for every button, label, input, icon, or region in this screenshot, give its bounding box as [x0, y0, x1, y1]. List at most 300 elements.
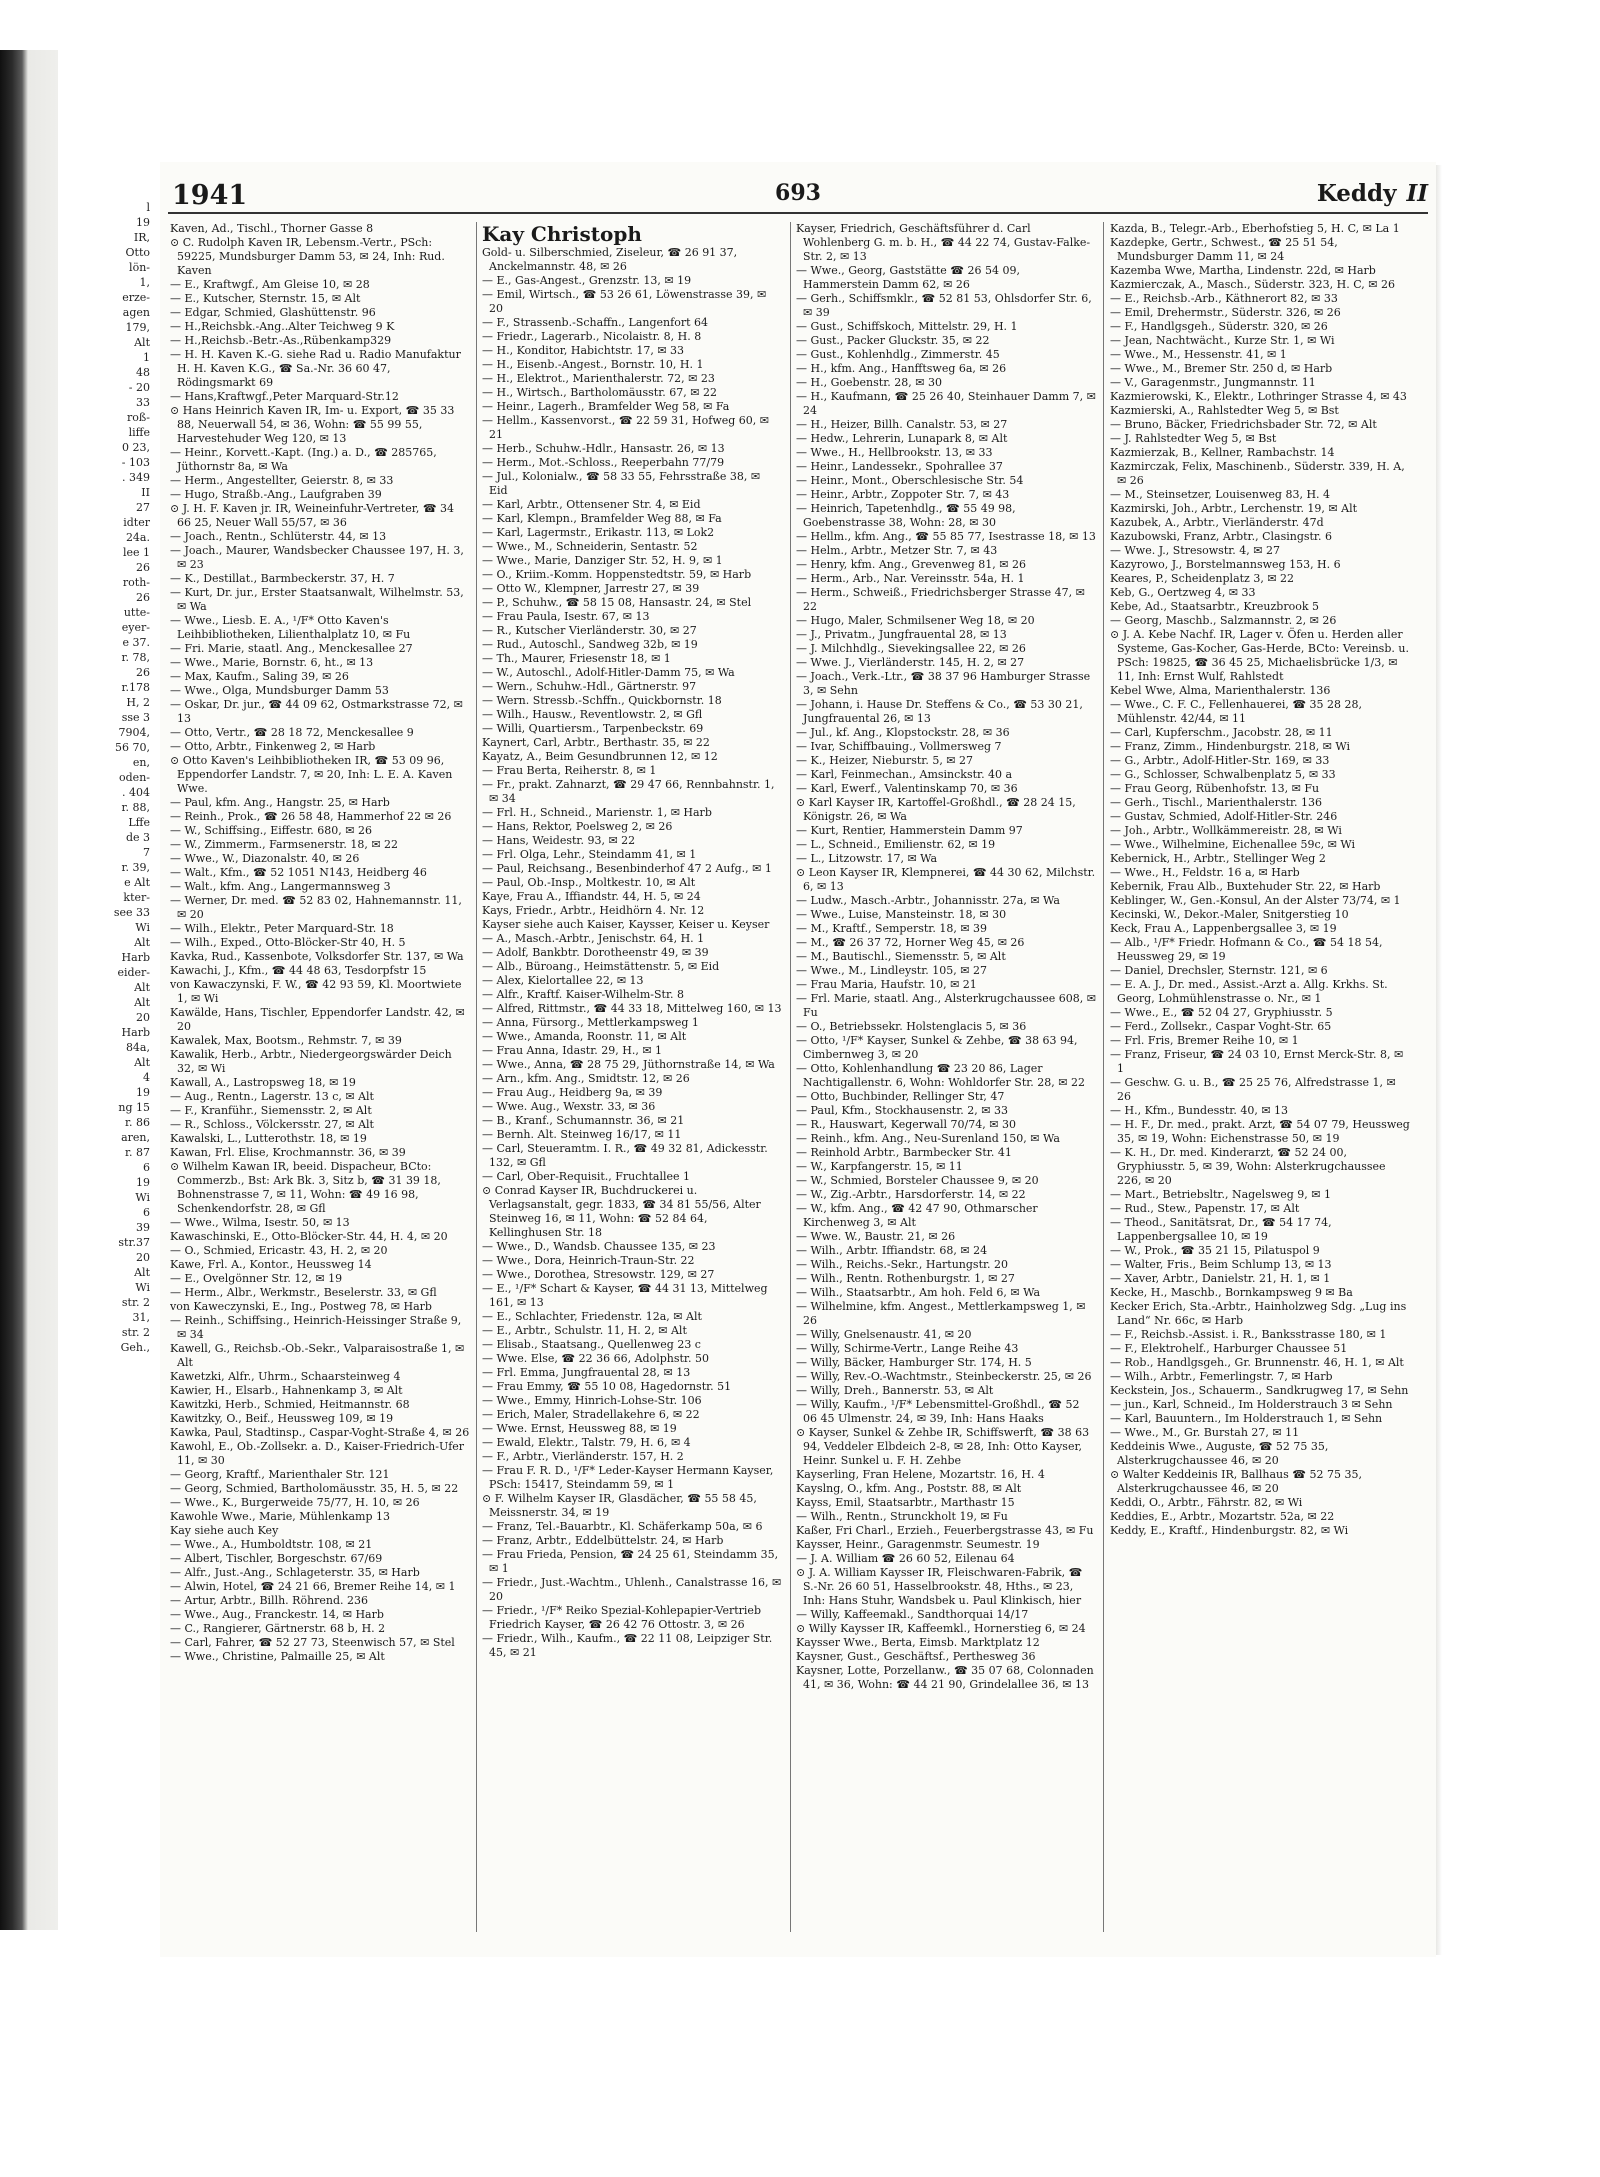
column-2: [482, 222, 782, 1942]
directory-entry: — E., Reichsb.-Arb., Käthnerort 82, ✉ 33: [1110, 292, 1338, 305]
directory-entry: — F., Strassenb.-Schaffn., Langenfort 64: [482, 316, 708, 329]
directory-entry: — L., Litzowstr. 17, ✉ Wa: [796, 852, 938, 865]
margin-fragment: 31,: [132, 1311, 150, 1324]
margin-fragment: aren,: [121, 1131, 150, 1144]
directory-entry: — J. A. William ☎ 26 60 52, Eilenau 64: [796, 1552, 1015, 1565]
directory-entry: von Kawaczynski, F. W., ☎ 42 93 59, Kl. Moortwiete 1, ✉ Wi: [170, 978, 462, 1005]
directory-entry: — Frau Aug., Heidberg 9a, ✉ 39: [482, 1086, 663, 1099]
directory-entry: — Jul., kf. Ang., Klopstockstr. 28, ✉ 36: [796, 726, 1010, 739]
directory-entry: Keddi, O., Arbtr., Fährstr. 82, ✉ Wi: [1110, 1496, 1303, 1509]
directory-entry: — E., Schlachter, Friedenstr. 12a, ✉ Alt: [482, 1310, 702, 1323]
directory-entry: — Wwe., M., Gr. Burstah 27, ✉ 11: [1110, 1426, 1300, 1439]
directory-entry: — K., Destillat., Barmbeckerstr. 37, H. 7: [170, 572, 395, 585]
directory-entry: ⊙ Karl Kayser IR, Kartoffel-Großhdl., ☎ 28 24 15, Königstr. 26, ✉ Wa: [796, 796, 1076, 823]
column-4: [1110, 222, 1410, 1942]
margin-fragment: kter-: [123, 891, 150, 904]
directory-entry: — Emil, Wirtsch., ☎ 53 26 61, Löwenstrasse 39, ✉ 20: [482, 288, 767, 315]
header-volume: II: [1406, 180, 1428, 207]
directory-entry: — H., Elektrot., Marienthalerstr. 72, ✉ 23: [482, 372, 715, 385]
directory-entry: — Wwe., Dora, Heinrich-Traun-Str. 22: [482, 1254, 695, 1267]
directory-entry: — G., Arbtr., Adolf-Hitler-Str. 169, ✉ 33: [1110, 754, 1330, 767]
margin-fragment: str.37: [118, 1236, 150, 1249]
directory-entry: — Wwe. Aug., Wexstr. 33, ✉ 36: [482, 1100, 656, 1113]
directory-entry: — Wilh., Exped., Otto-Blöcker-Str 40, H. 5: [170, 936, 406, 949]
directory-entry: ⊙ F. Wilhelm Kayser IR, Glasdächer, ☎ 55 58 45, Meissnerstr. 34, ✉ 19: [482, 1492, 757, 1519]
directory-entry: ⊙ Conrad Kayser IR, Buchdruckerei u. Verlagsanstalt, gegr. 1833, ☎ 34 81 55/56, Alter Steinweg 16, ✉ 11, Wohn: ☎ 52 84 64, Kellinghusen Str. 18: [482, 1184, 761, 1239]
directory-entry: — Rud., Stew., Papenstr. 17, ✉ Alt: [1110, 1202, 1300, 1215]
directory-entry: Kaysser, Heinr., Garagenmstr. Seumestr. 19: [796, 1538, 1040, 1551]
margin-fragment: agen: [122, 306, 150, 319]
page-header: [160, 180, 1436, 220]
directory-entry: — Georg, Schmied, Bartholomäusstr. 35, H. 5, ✉ 22: [170, 1482, 459, 1495]
directory-entry: — Wilh., Rentn., Strunckholt 19, ✉ Fu: [796, 1510, 1008, 1523]
directory-entry: — E., Kutscher, Sternstr. 15, ✉ Alt: [170, 292, 361, 305]
directory-entry: — Herb., Schuhw.-Hdlr., Hansastr. 26, ✉ 13: [482, 442, 725, 455]
directory-entry: — Fri. Marie, staatl. Ang., Menckesallee 27: [170, 642, 413, 655]
directory-entry: Keares, P., Scheidenplatz 3, ✉ 22: [1110, 572, 1295, 585]
directory-entry: Kebel Wwe, Alma, Marienthalerstr. 136: [1110, 684, 1331, 697]
directory-entry: — Wwe. J., Stresowstr. 4, ✉ 27: [1110, 544, 1280, 557]
directory-entry: — Henry, kfm. Ang., Grevenweg 81, ✉ 26: [796, 558, 1026, 571]
margin-fragment: Otto: [125, 246, 150, 259]
directory-entry: Keddies, E., Arbtr., Mozartstr. 52a, ✉ 22: [1110, 1510, 1335, 1523]
directory-entry: — Gerh., Schiffsmklr., ☎ 52 81 53, Ohlsdorfer Str. 6, ✉ 39: [796, 292, 1092, 319]
directory-entry: — Helm., Arbtr., Metzer Str. 7, ✉ 43: [796, 544, 998, 557]
directory-entry: — H.,Reichsb.-Betr.-As.,Rübenkamp329: [170, 334, 392, 347]
margin-fragment: l: [146, 201, 150, 214]
margin-fragment: Alt: [134, 1266, 150, 1279]
directory-entry: — H. F., Dr. med., prakt. Arzt, ☎ 54 07 79, Heussweg 35, ✉ 19, Wohn: Eichenstrasse 50, ✉ 19: [1110, 1118, 1410, 1145]
directory-entry: — Hugo, Maler, Schmilsener Weg 18, ✉ 20: [796, 614, 1035, 627]
directory-entry: — Wwe. Ernst, Heussweg 88, ✉ 19: [482, 1422, 677, 1435]
directory-entry: — O., Schmied, Ericastr. 43, H. 2, ✉ 20: [170, 1244, 388, 1257]
margin-fragment: IR,: [133, 231, 150, 244]
directory-entry: — Wwe., M., Hessenstr. 41, ✉ 1: [1110, 348, 1287, 361]
directory-entry: — Franz, Friseur, ☎ 24 03 10, Ernst Merck-Str. 8, ✉ 1: [1110, 1048, 1404, 1075]
directory-entry: — Wwe., Amanda, Roonstr. 11, ✉ Alt: [482, 1030, 687, 1043]
directory-entry: — Karl, Bauuntern., Im Holderstrauch 1, ✉ Sehn: [1110, 1412, 1383, 1425]
directory-entry: — Herm., Angestellter, Geierstr. 8, ✉ 33: [170, 474, 394, 487]
directory-entry: — V., Garagenmstr., Jungmannstr. 11: [1110, 376, 1316, 389]
directory-entry: — L., Schneid., Emilienstr. 62, ✉ 19: [796, 838, 996, 851]
directory-entry: — Wwe., Wilma, Isestr. 50, ✉ 13: [170, 1216, 350, 1229]
directory-entry: — Otto W., Klempner, Jarrestr 27, ✉ 39: [482, 582, 700, 595]
directory-entry: Kazubek, A., Arbtr., Vierländerstr. 47d: [1110, 516, 1324, 529]
margin-fragment: - 20: [128, 381, 150, 394]
directory-entry: — R., Kutscher Vierländerstr. 30, ✉ 27: [482, 624, 697, 637]
directory-entry: — Elisab., Staatsang., Quellenweg 23 c: [482, 1338, 701, 1351]
margin-fragment: eyer-: [121, 621, 150, 634]
directory-entry: — Georg, Kraftf., Marienthaler Str. 121: [170, 1468, 390, 1481]
directory-entry: — H., Kaufmann, ☎ 25 26 40, Steinhauer Damm 7, ✉ 24: [796, 390, 1096, 417]
directory-entry: — Gustav, Schmied, Adolf-Hitler-Str. 246: [1110, 810, 1338, 823]
directory-entry: — Paul, Kfm., Stockhausenstr. 2, ✉ 33: [796, 1104, 1008, 1117]
margin-fragment: 7904,: [118, 726, 150, 739]
directory-entry: Kazmierski, A., Rahlstedter Weg 5, ✉ Bst: [1110, 404, 1339, 417]
directory-entry: — Ivar, Schiffbauing., Vollmersweg 7: [796, 740, 1002, 753]
directory-entry: ⊙ Otto Kaven's Leihbibliotheken IR, ☎ 53 09 96, Eppendorfer Landstr. 7, ✉ 20, Inh: L. E. A. Kaven Wwe.: [170, 754, 453, 795]
directory-entry: — Wwe., W., Diazonalstr. 40, ✉ 26: [170, 852, 360, 865]
directory-entry: — Joach., Verk.-Ltr., ☎ 38 37 96 Hamburger Strasse 3, ✉ Sehn: [796, 670, 1091, 697]
directory-entry: — Willy, Kaufm., ¹/F* Lebensmittel-Großhdl., ☎ 52 06 45 Ulmenstr. 24, ✉ 39, Inh: Hans Haaks: [796, 1398, 1080, 1425]
directory-entry: — Wilh., Hausw., Reventlowstr. 2, ✉ Gfl: [482, 708, 703, 721]
directory-entry: Kawe, Frl. A., Kontor., Heussweg 14: [170, 1258, 372, 1271]
directory-entry: — Willy, Dreh., Bannerstr. 53, ✉ Alt: [796, 1384, 994, 1397]
directory-entry: — Wwe., Marie, Danziger Str. 52, H. 9, ✉ 1: [482, 554, 723, 567]
directory-entry: Keckstein, Jos., Schauerm., Sandkrugweg 17, ✉ Sehn: [1110, 1384, 1409, 1397]
directory-entry: — Wilh., Staatsarbtr., Am hoh. Feld 6, ✉ Wa: [796, 1286, 1041, 1299]
directory-entry: Kecinski, W., Dekor.-Maler, Snitgerstieg 10: [1110, 908, 1349, 921]
header-rule: [168, 212, 1428, 214]
directory-entry: — Kurt, Dr. jur., Erster Staatsanwalt, Wilhelmstr. 53, ✉ Wa: [170, 586, 464, 613]
margin-fragment: r. 86: [124, 1116, 150, 1129]
directory-entry: — Willy, Rev.-O.-Wachtmstr., Steinbeckerstr. 25, ✉ 26: [796, 1370, 1092, 1383]
directory-entry: — Wwe., E., ☎ 52 04 27, Gryphiusstr. 5: [1110, 1006, 1333, 1019]
margin-fragment: ng 15: [118, 1101, 150, 1114]
margin-fragment: de 3: [125, 831, 150, 844]
directory-entry: — Reinh., Schiffsing., Heinrich-Heissinger Straße 9, ✉ 34: [170, 1314, 462, 1341]
directory-entry: — J., Privatm., Jungfrauental 28, ✉ 13: [796, 628, 1007, 641]
directory-entry: — Wwe., Emmy, Hinrich-Lohse-Str. 106: [482, 1394, 702, 1407]
margin-fragment: oden-: [119, 771, 150, 784]
directory-entry: — Otto, Arbtr., Finkenweg 2, ✉ Harb: [170, 740, 376, 753]
directory-entry: — Wwe., M., Lindleystr. 105, ✉ 27: [796, 964, 987, 977]
margin-fragment: see 33: [113, 906, 150, 919]
margin-fragment: 26: [136, 561, 150, 574]
directory-entry: — Wwe., Wilhelmine, Eichenallee 59c, ✉ Wi: [1110, 838, 1356, 851]
directory-entry: — K., Heizer, Nieburstr. 5, ✉ 27: [796, 754, 974, 767]
margin-fragment: r. 39,: [121, 861, 150, 874]
directory-entry: — Ludw., Masch.-Arbtr., Johannisstr. 27a, ✉ Wa: [796, 894, 1060, 907]
margin-fragment: H, 2: [126, 696, 150, 709]
directory-entry: Kebe, Ad., Staatsarbtr., Kreuzbrook 5: [1110, 600, 1319, 613]
margin-fragment: Harb: [121, 1026, 150, 1039]
margin-fragment: . 404: [122, 786, 150, 799]
directory-entry: Keck, Frau A., Lappenbergsallee 3, ✉ 19: [1110, 922, 1337, 935]
directory-entry: — M., Kraftf., Semperstr. 18, ✉ 39: [796, 922, 988, 935]
directory-entry: Kazmirski, Joh., Arbtr., Lerchenstr. 19, ✉ Alt: [1110, 502, 1358, 515]
directory-entry: ⊙ Leon Kayser IR, Klempnerei, ☎ 44 30 62, Milchstr. 6, ✉ 13: [796, 866, 1096, 893]
margin-fragment: eider-: [117, 966, 150, 979]
directory-entry: — W., Schiffsing., Eiffestr. 680, ✉ 26: [170, 824, 372, 837]
directory-entry: — Franz, Zimm., Hindenburgstr. 218, ✉ Wi: [1110, 740, 1351, 753]
margin-fragment: Geh.,: [120, 1341, 150, 1354]
directory-entry: Kawachi, J., Kfm., ☎ 44 48 63, Tesdorpfstr 15: [170, 964, 427, 977]
margin-fragment: r.178: [121, 681, 150, 694]
directory-entry: ⊙ Wilhelm Kawan IR, beeid. Dispacheur, BCto: Commerzb., Bst: Ark Bk. 3, Sitz b, ☎ 31 39 18, Bohnenstrasse 7, ✉ 11, Wohn: ☎ 49 16 98, Schenkendorfstr. 28, ✉ Gfl: [170, 1160, 441, 1215]
directory-entry: Kawitzky, O., Beif., Heussweg 109, ✉ 19: [170, 1412, 394, 1425]
directory-entry: — Hedw., Lehrerin, Lunapark 8, ✉ Alt: [796, 432, 1008, 445]
directory-entry: ⊙ J. A. Kebe Nachf. IR, Lager v. Öfen u. Herden aller Systeme, Gas-Kocher, Gas-Herde, BCto: Vereinsb. u. PSch: 19825, ☎ 36 45 25, Michaelisbrücke 1/3, ✉ 11, Inh: Ernst Wulf, Rahlstedt: [1110, 628, 1409, 683]
margin-fragment: Alt: [134, 1056, 150, 1069]
directory-entry: Kazmirczak, Felix, Maschinenb., Süderstr. 339, H. A, ✉ 26: [1110, 460, 1405, 487]
directory-entry: — Frau Georg, Rübenhofstr. 13, ✉ Fu: [1110, 782, 1320, 795]
directory-entry: — M., Bautischl., Siemensstr. 5, ✉ Alt: [796, 950, 1006, 963]
column-divider-2: [790, 222, 791, 1932]
directory-entry: — H. H. Kaven K.-G. siehe Rad u. Radio Manufaktur H. H. Kaven K.G., ☎ Sa.-Nr. 36 60 47, Rödingsmarkt 69: [170, 348, 461, 389]
directory-entry: — Willy, Gnelsenaustr. 41, ✉ 20: [796, 1328, 972, 1341]
margin-fragment: Wi: [135, 921, 150, 934]
directory-entry: — Willy, Kaffeemakl., Sandthorquai 14/17: [796, 1608, 1029, 1621]
margin-fragment: r. 78,: [121, 651, 150, 664]
directory-entry: — O., Kriim.-Komm. Hoppenstedtstr. 59, ✉ Harb: [482, 568, 752, 581]
directory-entry: — Rud., Autoschl., Sandweg 32b, ✉ 19: [482, 638, 698, 651]
directory-entry: — H., kfm. Ang., Hanfftsweg 6a, ✉ 26: [796, 362, 1007, 375]
directory-entry: Kebernik, Frau Alb., Buxtehuder Str. 22, ✉ Harb: [1110, 880, 1381, 893]
directory-entry: — K. H., Dr. med. Kinderarzt, ☎ 52 24 00, Gryphiusstr. 5, ✉ 39, Wohn: Alsterkrugchaussee 226, ✉ 20: [1110, 1146, 1386, 1187]
directory-entry: — W., Schmied, Borsteler Chaussee 9, ✉ 20: [796, 1174, 1039, 1187]
directory-entry: — E. A. J., Dr. med., Assist.-Arzt a. Allg. Krkhs. St. Georg, Lohmühlenstrasse o. Nr., ✉ 1: [1110, 978, 1388, 1005]
directory-entry: — Heinr., Landessekr., Spohrallee 37: [796, 460, 1003, 473]
directory-entry: — Ewald, Elektr., Talstr. 79, H. 6, ✉ 4: [482, 1436, 691, 1449]
directory-entry: — Wwe., Dorothea, Stresowstr. 129, ✉ 27: [482, 1268, 715, 1281]
directory-entry: Kayslng, O., kfm. Ang., Poststr. 88, ✉ Alt: [796, 1482, 1022, 1495]
margin-fragment: 19: [136, 1176, 150, 1189]
directory-entry: — A., Masch.-Arbtr., Jenischstr. 64, H. 1: [482, 932, 705, 945]
directory-entry: Kazmierzak, B., Kellner, Rambachstr. 14: [1110, 446, 1335, 459]
margin-fragment: 26: [136, 666, 150, 679]
margin-fragment: erze-: [122, 291, 150, 304]
directory-entry: — Wwe. J., Vierländerstr. 145, H. 2, ✉ 27: [796, 656, 1025, 669]
directory-entry: Kazmierowski, K., Elektr., Lothringer Strasse 4, ✉ 43: [1110, 390, 1407, 403]
directory-entry: Kawetzki, Alfr., Uhrm., Schaarsteinweg 4: [170, 1370, 401, 1383]
margin-fragment: II: [141, 486, 150, 499]
directory-entry: Kaven, Ad., Tischl., Thorner Gasse 8: [170, 222, 374, 235]
directory-entry: — Xaver, Arbtr., Danielstr. 21, H. 1, ✉ 1: [1110, 1272, 1331, 1285]
margin-fragment: str. 2: [121, 1296, 150, 1309]
directory-entry: Keb, G., Oertzweg 4, ✉ 33: [1110, 586, 1256, 599]
directory-entry: — Alfr., Kraftf. Kaiser-Wilhelm-Str. 8: [482, 988, 684, 1001]
directory-entry: — Willy, Bäcker, Hamburger Str. 174, H. 5: [796, 1356, 1032, 1369]
margin-fragment: en,: [132, 756, 150, 769]
directory-entry: — Hellm., kfm. Ang., ☎ 55 85 77, Isestrasse 18, ✉ 13: [796, 530, 1096, 543]
directory-entry: Kays, Friedr., Arbtr., Heidhörn 4. Nr. 12: [482, 904, 705, 917]
directory-entry: — E., ¹/F* Schart & Kayser, ☎ 44 31 13, Mittelweg 161, ✉ 13: [482, 1282, 768, 1309]
directory-entry: — Wwe., Marie, Bornstr. 6, ht., ✉ 13: [170, 656, 374, 669]
directory-entry: — Frau Paula, Isestr. 67, ✉ 13: [482, 610, 650, 623]
margin-fragment: e Alt: [124, 876, 150, 889]
directory-heading-entry: Kay Christoph: [482, 222, 642, 246]
directory-entry: — Frl. Olga, Lehr., Steindamm 41, ✉ 1: [482, 848, 697, 861]
margin-fragment: 24a.: [125, 531, 150, 544]
directory-entry: — Bernh. Alt. Steinweg 16/17, ✉ 11: [482, 1128, 682, 1141]
directory-entry: Keblinger, W., Gen.-Konsul, An der Alster 73/74, ✉ 1: [1110, 894, 1401, 907]
margin-fragment: roth-: [122, 576, 150, 589]
margin-fragment: 84a,: [125, 1041, 150, 1054]
directory-entry: — Willy, Schirme-Vertr., Lange Reihe 43: [796, 1342, 1019, 1355]
directory-entry: — Franz, Arbtr., Eddelbüttelstr. 24, ✉ Harb: [482, 1534, 724, 1547]
directory-entry: — F., Elektrohelf., Harburger Chaussee 51: [1110, 1342, 1348, 1355]
directory-entry: — Friedr., Wilh., Kaufm., ☎ 22 11 08, Leipziger Str. 45, ✉ 21: [482, 1632, 773, 1659]
directory-entry: — H., Heizer, Billh. Canalstr. 53, ✉ 27: [796, 418, 1008, 431]
directory-entry: — F., Handlgsgeh., Süderstr. 320, ✉ 26: [1110, 320, 1328, 333]
directory-entry: — Wilhelmine, kfm. Angest., Mettlerkampsweg 1, ✉ 26: [796, 1300, 1086, 1327]
directory-entry: Kaysser Wwe., Berta, Eimsb. Marktplatz 12: [796, 1636, 1040, 1649]
directory-entry: — M., Steinsetzer, Louisenweg 83, H. 4: [1110, 488, 1331, 501]
directory-entry: — Wilh., Rentn. Rothenburgstr. 1, ✉ 27: [796, 1272, 1015, 1285]
directory-entry: — Karl, Arbtr., Ottensener Str. 4, ✉ Eid: [482, 498, 701, 511]
margin-fragment: Alt: [134, 336, 150, 349]
directory-entry: Kayser siehe auch Kaiser, Kaysser, Keiser u. Keyser: [482, 918, 770, 931]
directory-entry: — Joh., Arbtr., Wollkämmereistr. 28, ✉ Wi: [1110, 824, 1342, 837]
directory-entry: — Otto, Vertr., ☎ 28 18 72, Menckesallee 9: [170, 726, 414, 739]
directory-entry: — Hans, Weidestr. 93, ✉ 22: [482, 834, 636, 847]
margin-fragment: Alt: [134, 996, 150, 1009]
directory-entry: — Frau Berta, Reiherstr. 8, ✉ 1: [482, 764, 657, 777]
directory-entry: Kaßer, Fri Charl., Erzieh., Feuerbergstrasse 43, ✉ Fu: [796, 1524, 1094, 1537]
margin-fragment: 19: [136, 1086, 150, 1099]
directory-entry: — Friedr., ¹/F* Reiko Spezial-Kohlepapier-Vertrieb Friedrich Kayser, ☎ 26 42 76 Ottostr. 3, ✉ 26: [482, 1604, 761, 1631]
directory-entry: — Friedr., Just.-Wachtm., Uhlenh., Canalstrasse 16, ✉ 20: [482, 1576, 782, 1603]
margin-fragment: 1: [143, 351, 150, 364]
margin-fragment: 1,: [139, 276, 150, 289]
directory-entry: Kazmierczak, A., Masch., Süderstr. 323, H. C, ✉ 26: [1110, 278, 1395, 291]
margin-fragment: - 103: [121, 456, 150, 469]
margin-fragment: utte-: [123, 606, 150, 619]
directory-entry: Keddy, E., Kraftf., Hindenburgstr. 82, ✉ Wi: [1110, 1524, 1349, 1537]
directory-entry: — Reinhold Arbtr., Barmbecker Str. 41: [796, 1146, 1012, 1159]
directory-entry: Kayss, Emil, Staatsarbtr., Marthastr 15: [796, 1496, 1015, 1509]
directory-entry: — Heinr., Korvett.-Kapt. (Ing.) a. D., ☎ 285765, Jüthornstr 8a, ✉ Wa: [170, 446, 437, 473]
margin-fragment: r. 88,: [121, 801, 150, 814]
directory-entry: — Jul., Kolonialw., ☎ 58 33 55, Fehrsstraße 38, ✉ Eid: [482, 470, 761, 497]
directory-entry: — E., Ovelgönner Str. 12, ✉ 19: [170, 1272, 343, 1285]
directory-entry: Kaysner, Gust., Geschäftsf., Perthesweg 36: [796, 1650, 1036, 1663]
directory-entry: Kayatz, A., Beim Gesundbrunnen 12, ✉ 12: [482, 750, 718, 763]
directory-entry: — Walt., Kfm., ☎ 52 1051 N143, Heidberg 46: [170, 866, 427, 879]
directory-entry: Kawka, Paul, Stadtinsp., Caspar-Voght-Straße 4, ✉ 26: [170, 1426, 470, 1439]
directory-entry: Kazda, B., Telegr.-Arb., Eberhofstieg 5, H. C, ✉ La 1: [1110, 222, 1400, 235]
directory-entry: — Kurt, Rentier, Hammerstein Damm 97: [796, 824, 1023, 837]
margin-fragment: Alt: [134, 981, 150, 994]
directory-entry: — Wwe., C. F. C., Fellenhauerei, ☎ 35 28 28, Mühlenstr. 42/44, ✉ 11: [1110, 698, 1363, 725]
directory-entry: ⊙ Walter Keddeinis IR, Ballhaus ☎ 52 75 35, Alsterkrugchaussee 46, ✉ 20: [1110, 1468, 1362, 1495]
margin-fragment: 20: [136, 1011, 150, 1024]
directory-entry: — Th., Maurer, Friesenstr 18, ✉ 1: [482, 652, 671, 665]
previous-page-margin: [58, 200, 154, 1920]
margin-fragment: liffe: [128, 426, 150, 439]
directory-entry: — Frau F. R. D., ¹/F* Leder-Kayser Hermann Kayser, PSch: 15417, Steindamm 59, ✉ 1: [482, 1464, 774, 1491]
directory-entry: — Wwe., D., Wandsb. Chaussee 135, ✉ 23: [482, 1240, 716, 1253]
directory-entry: — Wwe., Anna, ☎ 28 75 29, Jüthornstraße 14, ✉ Wa: [482, 1058, 775, 1071]
directory-entry: Keddeinis Wwe., Auguste, ☎ 52 75 35, Alsterkrugchaussee 46, ✉ 20: [1110, 1440, 1329, 1467]
directory-entry: — F., Arbtr., Vierländerstr. 157, H. 2: [482, 1450, 684, 1463]
directory-entry: — R., Hauswart, Kegerwall 70/74, ✉ 30: [796, 1118, 1016, 1131]
margin-fragment: 27: [136, 501, 150, 514]
directory-entry: — Gerh., Tischl., Marienthalerstr. 136: [1110, 796, 1323, 809]
directory-entry: Kawell, G., Reichsb.-Ob.-Sekr., Valparaisostraße 1, ✉ Alt: [170, 1342, 465, 1369]
directory-entry: ⊙ Kayser, Sunkel & Zehbe IR, Schiffswerft, ☎ 38 63 94, Veddeler Elbdeich 2-8, ✉ 28, Inh: Otto Kayser, Heinr. Sunkel u. F. H. Zehbe: [796, 1426, 1090, 1467]
directory-entry: — Frau Emmy, ☎ 55 10 08, Hagedornstr. 51: [482, 1380, 732, 1393]
margin-fragment: roß-: [127, 411, 150, 424]
margin-fragment: Alt: [134, 936, 150, 949]
directory-entry: — Arn., kfm. Ang., Smidtstr. 12, ✉ 26: [482, 1072, 690, 1085]
directory-entry: — Heinr., Mont., Oberschlesische Str. 54: [796, 474, 1024, 487]
directory-entry: — Wilh., Arbtr., Femerlingstr. 7, ✉ Harb: [1110, 1370, 1333, 1383]
directory-entry: — M., ☎ 26 37 72, Horner Weg 45, ✉ 26: [796, 936, 1025, 949]
directory-entry: von Kaweczynski, E., Ing., Postweg 78, ✉ Harb: [170, 1300, 432, 1313]
directory-entry: Kayser, Friedrich, Geschäftsführer d. Carl Wohlenberg G. m. b. H., ☎ 44 22 74, Gustav-Falke-Str. 2, ✉ 13: [796, 222, 1091, 263]
directory-entry: — Max, Kaufm., Saling 39, ✉ 26: [170, 670, 349, 683]
directory-entry: Kaye, Frau A., Iffiandstr. 44, H. 5, ✉ 24: [482, 890, 701, 903]
margin-fragment: 4: [143, 1071, 150, 1084]
directory-entry: — Erich, Maler, Stradellakehre 6, ✉ 22: [482, 1408, 700, 1421]
directory-entry: — Wwe., H., Hellbrookstr. 13, ✉ 33: [796, 446, 993, 459]
directory-entry: Kayserling, Fran Helene, Mozartstr. 16, H. 4: [796, 1468, 1045, 1481]
directory-entry: — Alb., ¹/F* Friedr. Hofmann & Co., ☎ 54 18 54, Heussweg 29, ✉ 19: [1110, 936, 1383, 963]
directory-entry: — F., Reichsb.-Assist. i. R., Banksstrasse 180, ✉ 1: [1110, 1328, 1387, 1341]
directory-entry: — Herm., Albr., Werkmstr., Beselerstr. 33, ✉ Gfl: [170, 1286, 437, 1299]
directory-entry: — Oskar, Dr. jur., ☎ 44 09 62, Ostmarkstrasse 72, ✉ 13: [170, 698, 463, 725]
directory-entry: — Frl. H., Schneid., Marienstr. 1, ✉ Harb: [482, 806, 712, 819]
directory-entry: — Paul, Reichsang., Besenbinderhof 47 2 Aufg., ✉ 1: [482, 862, 772, 875]
directory-entry: Kawälde, Hans, Tischler, Eppendorfer Landstr. 42, ✉ 20: [170, 1006, 465, 1033]
directory-entry: Kavka, Rud., Kassenbote, Volksdorfer Str. 137, ✉ Wa: [170, 950, 464, 963]
directory-entry: — H., Konditor, Habichtstr. 17, ✉ 33: [482, 344, 685, 357]
directory-entry: — Frl. Fris, Bremer Reihe 10, ✉ 1: [1110, 1034, 1299, 1047]
margin-fragment: e 37.: [122, 636, 150, 649]
directory-entry: — Frau Anna, Idastr. 29, H., ✉ 1: [482, 1044, 663, 1057]
directory-entry: — Herm., Mot.-Schloss., Reeperbahn 77/79: [482, 456, 725, 469]
directory-entry: — W., Karpfangerstr. 15, ✉ 11: [796, 1160, 963, 1173]
directory-entry: — Emil, Drehermstr., Süderstr. 326, ✉ 26: [1110, 306, 1341, 319]
directory-entry: — Willi, Quartiersm., Tarpenbeckstr. 69: [482, 722, 704, 735]
directory-entry: — Anna, Fürsorg., Mettlerkampsweg 1: [482, 1016, 699, 1029]
directory-entry: — Wwe., Christine, Palmaille 25, ✉ Alt: [170, 1650, 385, 1663]
directory-entry: Gold- u. Silberschmied, Ziseleur, ☎ 26 91 37, Anckelmannstr. 48, ✉ 26: [482, 246, 738, 273]
margin-fragment: 33: [136, 396, 150, 409]
directory-entry: — G., Schlosser, Schwalbenplatz 5, ✉ 33: [1110, 768, 1336, 781]
directory-entry: — Hans,Kraftwgf.,Peter Marquard-Str.12: [170, 390, 399, 403]
directory-entry: — H., Kfm., Bundesstr. 40, ✉ 13: [1110, 1104, 1289, 1117]
directory-entry: — Reinh., kfm. Ang., Neu-Surenland 150, ✉ Wa: [796, 1132, 1060, 1145]
directory-entry: — Karl, Klempn., Bramfelder Weg 88, ✉ Fa: [482, 512, 722, 525]
directory-entry: — E., Gas-Angest., Grenzstr. 13, ✉ 19: [482, 274, 692, 287]
directory-entry: — Karl, Ewerf., Valentinskamp 70, ✉ 36: [796, 782, 1018, 795]
directory-entry: — Frau Frieda, Pension, ☎ 24 25 61, Steindamm 35, ✉ 1: [482, 1548, 779, 1575]
directory-entry: — Wwe., Luise, Mansteinstr. 18, ✉ 30: [796, 908, 1007, 921]
margin-fragment: 26: [136, 591, 150, 604]
directory-entry: — Wern., Schuhw.-Hdl., Gärtnerstr. 97: [482, 680, 697, 693]
directory-entry: — Hans, Rektor, Poelsweg 2, ✉ 26: [482, 820, 673, 833]
directory-entry: — Theod., Sanitätsrat, Dr., ☎ 54 17 74, Lappenbergsallee 10, ✉ 19: [1110, 1216, 1332, 1243]
directory-entry: ⊙ J. H. F. Kaven jr. IR, Weineinfuhr-Vertreter, ☎ 34 66 25, Neuer Wall 55/57, ✉ 36: [170, 502, 455, 529]
directory-entry: — Alfr., Just.-Ang., Schlageterstr. 35, ✉ Harb: [170, 1566, 420, 1579]
directory-entry: — H., Goebenstr. 28, ✉ 30: [796, 376, 942, 389]
header-keyword: [1317, 180, 1428, 207]
margin-fragment: 56 70,: [115, 741, 150, 754]
directory-entry: — Joach., Maurer, Wandsbecker Chaussee 197, H. 3, ✉ 23: [170, 544, 464, 571]
directory-entry: — Heinr., Arbtr., Zoppoter Str. 7, ✉ 43: [796, 488, 1010, 501]
directory-entry: — W., Zimmerm., Farmsenerstr. 18, ✉ 22: [170, 838, 399, 851]
directory-entry: — P., Schuhw., ☎ 58 15 08, Hansastr. 24, ✉ Stel: [482, 596, 752, 609]
margin-fragment: r. 87: [124, 1146, 150, 1159]
directory-entry: Kawitzki, Herb., Schmied, Heitmannstr. 68: [170, 1398, 410, 1411]
directory-entry: — W., kfm. Ang., ☎ 42 47 90, Othmarscher Kirchenweg 3, ✉ Alt: [796, 1202, 1038, 1229]
directory-entry: — Mart., Betriebsltr., Nagelsweg 9, ✉ 1: [1110, 1188, 1332, 1201]
directory-entry: ⊙ Hans Heinrich Kaven IR, Im- u. Export, ☎ 35 33 88, Neuerwall 54, ✉ 36, Wohn: ☎ 55 99 55, Harvestehuder Weg 120, ✉ 13: [170, 404, 455, 445]
directory-entry: — J. Milchhdlg., Sievekingsallee 22, ✉ 26: [796, 642, 1026, 655]
directory-entry: — Wwe., K., Burgerweide 75/77, H. 10, ✉ 26: [170, 1496, 420, 1509]
directory-entry: Kawohle Wwe., Marie, Mühlenkamp 13: [170, 1510, 390, 1523]
directory-entry: — jun., Karl, Schneid., Im Holderstrauch 3 ✉ Sehn: [1110, 1398, 1393, 1411]
margin-fragment: Lffe: [128, 816, 150, 829]
directory-entry: — Wwe., Olga, Mundsburger Damm 53: [170, 684, 389, 697]
directory-entry: Kawall, A., Lastropsweg 18, ✉ 19: [170, 1076, 356, 1089]
directory-entry: — Joach., Rentn., Schlüterstr. 44, ✉ 13: [170, 530, 387, 543]
directory-entry: — Werner, Dr. med. ☎ 52 83 02, Hahnemannstr. 11, ✉ 20: [170, 894, 462, 921]
directory-entry: — Wwe., M., Bremer Str. 250 d, ✉ Harb: [1110, 362, 1333, 375]
